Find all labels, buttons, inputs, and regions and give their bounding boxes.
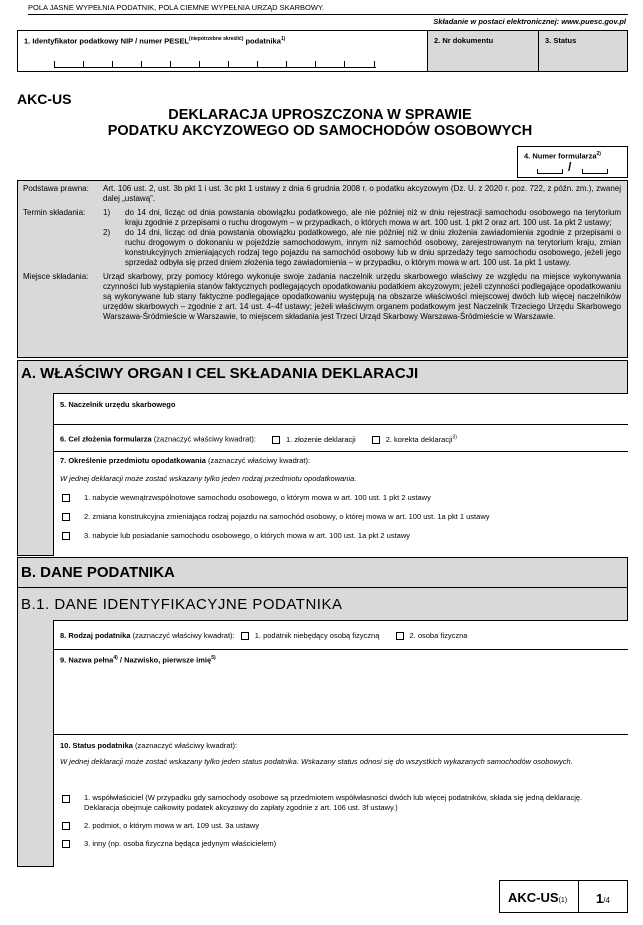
field-4-label: 4. Numer formularza bbox=[524, 151, 597, 161]
checkbox[interactable] bbox=[272, 436, 280, 444]
place-row bbox=[23, 272, 621, 322]
deadline-row bbox=[23, 208, 621, 268]
form-number-box-2 bbox=[582, 169, 608, 174]
field-2-label: 2. Nr dokumentu bbox=[434, 36, 494, 45]
field-8-taxpayer-type bbox=[54, 621, 628, 650]
field-1-nip-pesel[interactable] bbox=[18, 31, 428, 71]
field-8-label: 8. Rodzaj podatnika bbox=[60, 631, 131, 640]
checkbox[interactable] bbox=[241, 632, 249, 640]
status-option-3-label: 3. inny (np. osoba fizyczna będąca jedynym właścicielem) bbox=[84, 839, 277, 848]
section-b1-title: B.1. DANE IDENTYFIKACYJNE PODATNIKA bbox=[21, 596, 343, 613]
header-instruction: POLA JASNE WYPEŁNIA PODATNIK, POLA CIEMNE WYPEŁNIA URZĄD SKARBOWY. bbox=[28, 3, 325, 12]
field-7-hint: (zaznaczyć właściwy kwadrat): bbox=[207, 456, 311, 465]
field-9-label-b: / Nazwisko, pierwsze imię bbox=[119, 655, 212, 665]
form-code: AKC-US bbox=[17, 91, 72, 107]
form-title-line2: PODATKU AKCYZOWEGO OD SAMOCHODÓW OSOBOWYCH bbox=[107, 123, 533, 139]
subject-option-3-label: 3. nabycie lub posiadanie samochodu osobowego, o których mowa w art. 100 ust. 1a pkt 2 ustawy bbox=[84, 531, 411, 540]
nip-digit-boxes bbox=[54, 61, 376, 68]
taxpayer-type-option-2[interactable] bbox=[396, 631, 468, 640]
footer-code-box bbox=[499, 880, 628, 913]
deadline-1-num: 1) bbox=[103, 208, 111, 217]
checkbox[interactable] bbox=[62, 513, 70, 521]
place-text: Urząd skarbowy, przy pomocy którego wykonuje swoje zadania naczelnik urzędu skarbowego właściwy ze względu na miejsce wykonywania czynności lub wystąpienia stanów faktycznych podlegających opodatkowaniu podatkiem akcyzowym; jeżeli czynności podlegające opodatkowaniu są wykonywane lub stany faktyczne podlegające opodatkowaniu występują na obszarze właściwości miejscowej dwóch lub więcej naczelników urzędów skarbowych – zgodnie z art. 14 ust. 4–4f ustawy; jeżeli właściwym organem podatkowym jest Naczelnik Trzeciego Urzędu Skarbowego Warszawa-Śródmieście w Warszawie, to miejscem składania jest Trzeci Urząd Skarbowy Warszawa-Śródmieście w Warszawie. bbox=[103, 272, 621, 321]
checkbox[interactable] bbox=[372, 436, 380, 444]
checkbox[interactable] bbox=[62, 532, 70, 540]
checkbox[interactable] bbox=[62, 494, 70, 502]
footer-version: (1) bbox=[558, 897, 568, 904]
section-b-header bbox=[17, 557, 628, 588]
deadline-1-text: do 14 dni, licząc od dnia powstania obowiązku podatkowego, ale nie później niż w dniu rejestracji samochodu osobowego na terytorium kraju zgodnie z przepisami o ruchu drogowym – w przypadkach, o których mowa w art. 100 ust. 1 pkt 2 oraz art. 100 ust. 1a pkt 2 ustawy; bbox=[125, 208, 621, 227]
section-a-title: A. WŁAŚCIWY ORGAN I CEL SKŁADANIA DEKLARACJI bbox=[21, 365, 419, 382]
deadline-label: Termin składania: bbox=[23, 208, 86, 217]
status-option-2-label: 2. podmiot, o którym mowa w art. 109 ust. 3a ustawy bbox=[84, 821, 260, 830]
checkbox[interactable] bbox=[62, 822, 70, 830]
field-1-suffix: podatnika bbox=[245, 36, 281, 46]
field-1-sup: (niepotrzebne skreślić) bbox=[188, 36, 244, 42]
footer-pages: /4 bbox=[603, 896, 610, 905]
subject-option-2-label: 2. zmiana konstrukcyjna zmieniająca rodzaj pojazdu na samochód osobowy, o której mowa w art. 100 ust. 1a pkt 1 ustawy bbox=[84, 512, 490, 521]
section-a-fields bbox=[53, 393, 628, 556]
field-6-hint: (zaznaczyć właściwy kwadrat): bbox=[153, 434, 256, 444]
checkbox[interactable] bbox=[396, 632, 404, 640]
purpose-option-1-label: 1. złożenie deklaracji bbox=[286, 434, 356, 444]
footer-form-code: AKC-US bbox=[508, 890, 559, 905]
field-10-note: W jednej deklaracji może zostać wskazany tylko jeden status podatnika. Wskazany status odnosi się do wszystkich wykazanych samochodów osobowych. bbox=[60, 757, 573, 766]
subject-option-1-label: 1. nabycie wewnątrzwspólnotowe samochodu osobowego, o którym mowa w art. 100 ust. 1 pkt 2 ustawy bbox=[84, 493, 431, 502]
taxpayer-type-option-2-label: 2. osoba fizyczna bbox=[409, 631, 468, 640]
status-option-3[interactable] bbox=[62, 839, 276, 848]
purpose-option-1[interactable] bbox=[272, 435, 356, 444]
field-4-note: 2) bbox=[596, 151, 601, 157]
field-10-hint: (zaznaczyć właściwy kwadrat): bbox=[135, 741, 238, 750]
field-6-label: 6. Cel złożenia formularza bbox=[60, 434, 152, 444]
field-7-label: 7. Określenie przedmiotu opodatkowania bbox=[60, 456, 206, 465]
field-9-name[interactable] bbox=[54, 650, 628, 735]
subject-option-3[interactable] bbox=[62, 531, 410, 540]
section-b1 bbox=[17, 587, 628, 867]
field-5-tax-office[interactable] bbox=[54, 394, 628, 425]
field-3-status bbox=[539, 31, 627, 71]
section-b-title: B. DANE PODATNIKA bbox=[21, 564, 175, 581]
form-number-box-1 bbox=[537, 169, 563, 174]
deadline-2-num: 2) bbox=[103, 228, 111, 237]
section-b1-fields bbox=[53, 620, 628, 867]
field-4-form-number[interactable] bbox=[517, 146, 628, 178]
field-6-purpose bbox=[54, 425, 628, 452]
form-number-separator: / bbox=[568, 160, 572, 174]
header-electronic: Składanie w postaci elektronicznej: www.puesc.gov.pl bbox=[433, 17, 626, 26]
status-option-1[interactable] bbox=[62, 793, 614, 813]
field-2-doc-number bbox=[428, 31, 539, 71]
field-8-hint: (zaznaczyć właściwy kwadrat): bbox=[132, 631, 235, 640]
checkbox[interactable] bbox=[62, 840, 70, 848]
field-1-label: 1. Identyfikator podatkowy NIP / numer PESEL bbox=[24, 36, 189, 46]
field-9-label-a: 9. Nazwa pełna bbox=[60, 655, 114, 665]
info-block bbox=[17, 180, 628, 358]
field-9-note-b: 5) bbox=[211, 655, 216, 661]
field-7-subject bbox=[54, 452, 628, 556]
purpose-option-2[interactable] bbox=[372, 435, 457, 444]
field-1-note: 1) bbox=[280, 36, 286, 42]
footer-page: 1 bbox=[596, 891, 604, 906]
field-5-label: 5. Naczelnik urzędu skarbowego bbox=[60, 400, 176, 409]
legal-basis-row bbox=[23, 184, 621, 204]
subject-option-2[interactable] bbox=[62, 512, 489, 521]
purpose-option-2-note: 3) bbox=[452, 434, 457, 440]
purpose-option-2-label: 2. korekta deklaracji bbox=[385, 434, 453, 444]
subject-option-1[interactable] bbox=[62, 493, 431, 502]
deadline-2-text: do 14 dni, licząc od dnia powstania obowiązku podatkowego, ale nie później niż w dniu złożenia zawiadomienia zgodnie z przepisami o ruchu drogowym o dokonaniu w pojeździe samochodowym, innym niż samochód osobowy, zarejestrowanym na terytorium kraju, zmian konstrukcyjnych zmieniających rodzaj tego pojazdu na samochód osobowy lub w dniu sprzedaży tego samochodu osobowego, jeżeli jego sprzedaż odbyła się przed dniem złożenia tego zawiadomienia – w przypadku, o którym mowa w art. 100 ust. 1a pkt 1 ustawy. bbox=[125, 228, 621, 267]
checkbox[interactable] bbox=[62, 795, 70, 803]
legal-basis-label: Podstawa prawna: bbox=[23, 184, 89, 193]
field-10-status bbox=[54, 735, 628, 867]
header-divider bbox=[28, 14, 628, 15]
field-7-note: W jednej deklaracji może zostać wskazany tylko jeden rodzaj przedmiotu opodatkowania. bbox=[60, 474, 357, 483]
form-title-line1: DEKLARACJA UPROSZCZONA W SPRAWIE bbox=[168, 107, 472, 123]
taxpayer-type-option-1[interactable] bbox=[241, 631, 380, 640]
field-9-note-a: 4) bbox=[113, 655, 118, 661]
legal-basis-text: Art. 106 ust. 2, ust. 3b pkt 1 i ust. 3c pkt 1 ustawy z dnia 6 grudnia 2008 r. o podatku akcyzowym (Dz. U. z 2020 r. poz. 722, z późn. zm.), zwanej dalej „ustawą”. bbox=[103, 184, 621, 203]
field-10-label: 10. Status podatnika bbox=[60, 741, 133, 750]
section-a bbox=[17, 360, 628, 556]
taxpayer-type-option-1-label: 1. podatnik niebędący osobą fizyczną bbox=[254, 631, 380, 640]
place-label: Miejsce składania: bbox=[23, 272, 89, 281]
status-option-2[interactable] bbox=[62, 821, 259, 830]
status-option-1-label: 1. współwłaściciel (W przypadku gdy samochody osobowe są przedmiotem współwłasności dwóch lub więcej podatników, składa się jedną deklarację. Deklaracja obejmuje całkowity podatek akcyzowy do zapłaty zgodnie z art. 106 ust. 3f ustawy.) bbox=[84, 793, 583, 813]
field-3-label: 3. Status bbox=[545, 36, 577, 45]
top-fields-row bbox=[17, 30, 628, 72]
